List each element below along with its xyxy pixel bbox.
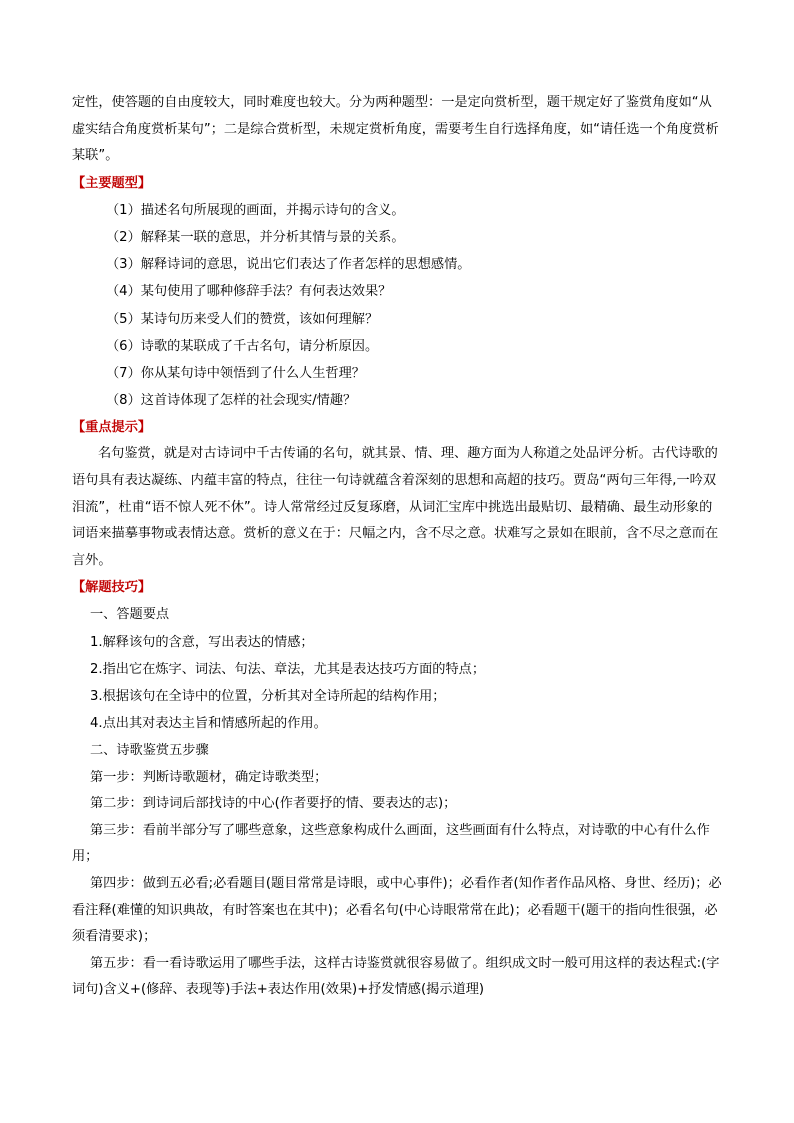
step-item: 第三步：看前半部分写了哪些意象，这些意象构成什么画面，这些画面有什么特点，对诗歌的中心有什么作用； — [72, 822, 710, 865]
question-type-item: （2）解释某一联的意思，并分析其情与景的关系。 — [106, 229, 405, 245]
step-item: 第五步：看一看诗歌运用了哪些手法，这样古诗鉴赏就很容易做了。组织成文时一般可用这样的表达程式:(字词句)含义+(修辞、表现等)手法+表达作用(效果)+抒发情感(揭示道理) — [72, 955, 720, 998]
question-type-item: （8）这首诗体现了怎样的社会现实/情趣？ — [106, 393, 357, 409]
answer-points-title: 一、答题要点 — [90, 607, 170, 623]
question-type-item: （3）解释诗词的意思，说出它们表达了作者怎样的思想感情。 — [106, 257, 471, 273]
key-tips-heading: 【重点提示】 — [72, 420, 152, 436]
document-body — [72, 90, 724, 1004]
question-type-item: （7）你从某句诗中领悟到了什么人生哲理？ — [106, 366, 365, 381]
question-type-item: （5）某诗句历来受人们的赞赏，该如何理解？ — [106, 311, 379, 327]
answer-point-item: 3.根据该句在全诗中的位置，分析其对全诗所起的结构作用； — [90, 688, 446, 704]
main-types-heading: 【主要题型】 — [72, 175, 152, 191]
question-type-item: （1）描述名句所展现的画面，并揭示诗句的含义。 — [106, 202, 405, 218]
answer-point-item: 2.指出它在炼字、词法、句法、章法，尤其是表达技巧方面的特点； — [90, 661, 486, 677]
five-steps-title: 二、诗歌鉴赏五步骤 — [90, 743, 209, 759]
key-tips-paragraph: 名句鉴赏，就是对古诗词中千古传诵的名句，就其景、情、理、趣方面为人称道之处品评分析。古代诗歌的语句具有表达凝练、内蕴丰富的特点，往往一句诗就蕴含着深刻的思想和高超的技巧。贾岛“两句三年得,一吟双泪流”，杜甫“语不惊人死不休”。诗人常常经过反复琢磨，从词汇宝库中挑选出最贴切、最精确、最生动形象的词语来描摹事物或表情达意。赏析的意义在于：尺幅之内，含不尽之意。状难写之景如在眼前，含不尽之意而在言外。 — [72, 446, 719, 568]
techniques-heading: 【解题技巧】 — [72, 580, 152, 596]
step-item: 第二步：到诗词后部找诗的中心(作者要抒的情、要表达的志)； — [90, 796, 457, 812]
answer-point-item: 4.点出其对表达主旨和情感所起的作用。 — [90, 716, 327, 732]
answer-point-item: 1.解释该句的含意，写出表达的情感； — [90, 634, 314, 650]
step-item: 第一步：判断诗歌题材，确定诗歌类型； — [90, 769, 328, 785]
intro-paragraph: 定性，使答题的自由度较大，同时难度也较大。分为两种题型：一是定向赏析型，题干规定好了鉴赏角度如“从虚实结合角度赏析某句”；二是综合赏析型，未规定赏析角度，需要考生自行选择角度，如“请任选一个角度赏析某联”。 — [72, 95, 719, 164]
step-item: 第四步：做到五必看;必看题目(题目常常是诗眼，或中心事件)；必看作者(知作者作品风格、身世、经历)；必看注释(难懂的知识典故，有时答案也在其中)；必看名句(中心诗眼常常在此)；必看题干(题干的指向性很强，必须看清要求)； — [72, 875, 722, 945]
question-type-item: （4）某句使用了哪种修辞手法？有何表达效果？ — [106, 284, 392, 300]
question-type-item: （6）诗歌的某联成了千古名句，请分析原因。 — [106, 338, 379, 354]
